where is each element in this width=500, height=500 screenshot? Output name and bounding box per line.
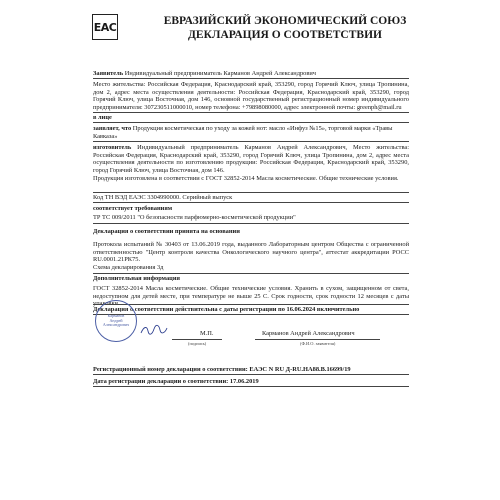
signer-line	[255, 339, 380, 340]
divider	[93, 112, 409, 113]
declares-line	[93, 125, 409, 140]
divider	[93, 192, 409, 193]
basis-value: Протокола испытаний № 30403 от 13.06.2019 года, выданного Лабораторным центром Общества с ограниченной ответственностью "Центр контроля качества Онкологического научного центра", аттестат аккредитации РОСС RU.0001.21РК75.	[93, 241, 409, 264]
manufacturer-standard: Продукция изготовлена в соответствии с ГОСТ 32852-2014 Масла косметические. Общие технические условия.	[93, 175, 399, 182]
additional-value: ГОСТ 32852-2014 Масла косметические. Общие технические условия. Хранить в сухом, защищенном от света, недоступном для детей месте, при температуре не выше 25 С. Срок годности, срок годности 12 месяцев с даты упаковки.	[93, 285, 409, 308]
document-title: ДЕКЛАРАЦИЯ О СООТВЕТСТВИИ	[188, 29, 382, 41]
divider	[93, 374, 409, 375]
requirements-label: соответствует требованиям	[93, 205, 173, 212]
applicant-face: в лице	[93, 114, 112, 121]
divider	[93, 386, 409, 387]
basis-scheme: Схема декларирования 3д	[93, 264, 164, 271]
basis-label: Декларация о соответствии принята на основании	[93, 228, 240, 235]
manufacturer-value: Индивидуальный предприниматель Карманов Андрей Александрович, Место жительства: Российская Федерация, Краснодарский край, 353290, город Горячий Ключ, улица Тропинина, дом 2, адрес места осуществления деятельности по изготовлению продукции: Российская Федерация, Краснодарский край, 353290, город Горячий Ключ, улица Восточная, дом 146.	[93, 144, 409, 174]
declares-label: заявляет, что	[93, 125, 132, 132]
divider	[93, 141, 409, 142]
registration-number: ЕАЭС N RU Д-RU.НА88.В.16699/19	[249, 366, 351, 373]
divider	[93, 122, 409, 123]
manufacturer-label: изготовитель	[93, 144, 132, 151]
divider	[93, 223, 409, 224]
validity-label: Декларация о соответствии действительна с даты регистрации по	[93, 306, 285, 313]
mp-label: М.П.	[200, 330, 214, 337]
registration-date: 17.06.2019	[229, 378, 259, 385]
eac-logo: ЕАС	[92, 14, 118, 40]
seal-stamp	[95, 300, 137, 342]
applicant-line	[93, 70, 409, 78]
seal-stamp-text: Карманов Андрей Александрович	[102, 313, 130, 328]
signer-note: (Ф.И.О. заявителя)	[300, 341, 336, 346]
divider	[93, 78, 409, 79]
signature-line	[172, 339, 222, 340]
declares-value: Продукция косметическая по уходу за кожей нот: масло «Инфуз №15», торговой марки «Травы Кавказа»	[93, 125, 393, 140]
divider	[93, 304, 409, 305]
applicant-address: Место жительства: Российская Федерация, Краснодарский край, 353290, город Горячий Ключ, улица Тропинина, дом 2, адрес места осуществления деятельности: Российская Федерация, Краснодарский край, 353290, город Горячий Ключ, улица Восточная, дом 146, основной государственный регистрационный номер индивидуального предпринимателя: 307230511000010, номер телефона: +79898080000, адрес электронной почты: greenph@mail.ru	[93, 81, 409, 111]
applicant-label: Заявитель	[93, 70, 124, 77]
handwritten-signature	[140, 324, 168, 336]
divider	[93, 314, 409, 315]
additional-label: Дополнительная информация	[93, 275, 180, 282]
divider	[93, 202, 409, 203]
requirements-value: ТР ТС 009/2011 "О безопасности парфюмерно-косметической продукции"	[93, 214, 296, 221]
divider	[93, 273, 409, 274]
registration-date-label: Дата регистрации декларации о соответствии:	[93, 378, 229, 385]
signer-name: Карманов Андрей Александрович	[262, 330, 355, 337]
applicant-value: Индивидуальный предприниматель Карманов Андрей Александрович	[124, 70, 317, 77]
registration-number-label: Регистрационный номер декларации о соответствии:	[93, 366, 248, 373]
registration-number-line	[93, 366, 409, 374]
registration-date-line	[93, 378, 409, 386]
validity-line	[93, 306, 409, 314]
validity-date: 16.06.2024 включительно	[286, 306, 360, 313]
product-code: Код ТН ВЭД ЕАЭС 3304990000. Серийный выпуск	[93, 194, 233, 201]
manufacturer-block	[93, 144, 409, 174]
signature-note: (подпись)	[188, 341, 207, 346]
document-union-title: ЕВРАЗИЙСКИЙ ЭКОНОМИЧЕСКИЙ СОЮЗ	[163, 15, 407, 27]
